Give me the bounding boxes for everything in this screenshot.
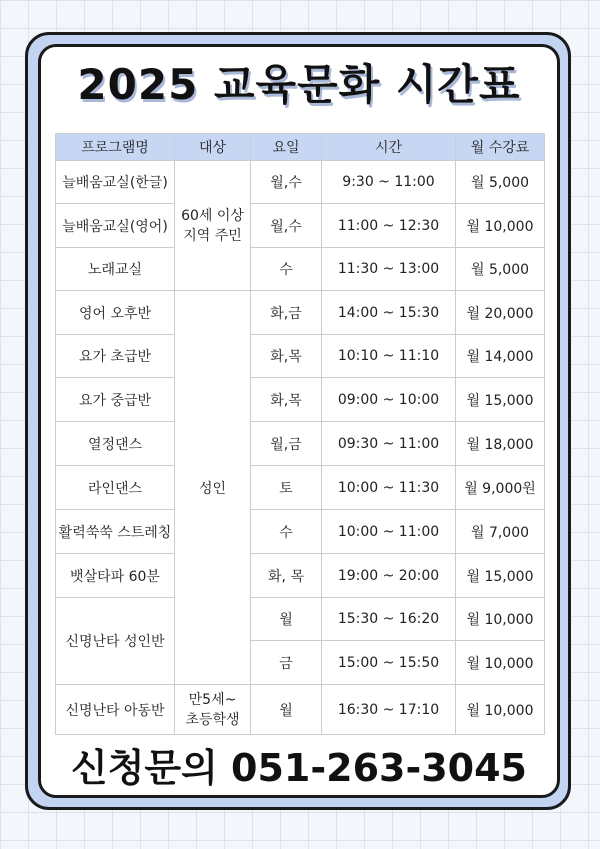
- table-row: [56, 685, 545, 735]
- time-cell: 10:00 ~ 11:30: [322, 466, 456, 510]
- fee-cell: 월 18,000: [456, 422, 545, 466]
- fee-cell: 월 10,000: [456, 641, 545, 685]
- table-row: [56, 204, 545, 248]
- table-row: [56, 378, 545, 422]
- program-name: 활력쑥쑥 스트레칭: [56, 510, 175, 554]
- day-cell: 수: [251, 248, 322, 291]
- table-row: [56, 466, 545, 510]
- fee-cell: 월 10,000: [456, 685, 545, 735]
- contact-footer: 신청문의 051-263-3045: [70, 746, 527, 790]
- schedule-table: [55, 133, 545, 735]
- table-row: [56, 335, 545, 378]
- program-name: 라인댄스: [56, 466, 175, 510]
- program-name: 신명난타 아동반: [56, 685, 175, 735]
- day-cell: 월,금: [251, 422, 322, 466]
- header-target: 대상: [175, 134, 251, 161]
- day-cell: 월,수: [251, 204, 322, 248]
- time-cell: 11:30 ~ 13:00: [322, 248, 456, 291]
- day-cell: 토: [251, 466, 322, 510]
- program-name: 요가 중급반: [56, 378, 175, 422]
- table-header-row: [56, 134, 545, 161]
- program-name: 영어 오후반: [56, 291, 175, 335]
- header-fee: 월 수강료: [456, 134, 545, 161]
- time-cell: 16:30 ~ 17:10: [322, 685, 456, 735]
- target-group: 60세 이상 지역 주민: [175, 161, 251, 291]
- header-program: 프로그램명: [56, 134, 175, 161]
- day-cell: 수: [251, 510, 322, 554]
- fee-cell: 월 10,000: [456, 598, 545, 641]
- fee-cell: 월 15,000: [456, 554, 545, 598]
- day-cell: 화,목: [251, 335, 322, 378]
- time-cell: 09:30 ~ 11:00: [322, 422, 456, 466]
- day-cell: 월: [251, 598, 322, 641]
- target-group: 만5세~ 초등학생: [175, 685, 251, 735]
- program-name: 늘배움교실(한글): [56, 161, 175, 204]
- table-row: [56, 510, 545, 554]
- header-time: 시간: [322, 134, 456, 161]
- table-row: [56, 161, 545, 204]
- table-row: [56, 291, 545, 335]
- time-cell: 19:00 ~ 20:00: [322, 554, 456, 598]
- day-cell: 화, 목: [251, 554, 322, 598]
- day-cell: 월: [251, 685, 322, 735]
- time-cell: 15:30 ~ 16:20: [322, 598, 456, 641]
- day-cell: 화,금: [251, 291, 322, 335]
- day-cell: 월,수: [251, 161, 322, 204]
- header-day: 요일: [251, 134, 322, 161]
- program-name: 열정댄스: [56, 422, 175, 466]
- day-cell: 금: [251, 641, 322, 685]
- fee-cell: 월 10,000: [456, 204, 545, 248]
- time-cell: 10:00 ~ 11:00: [322, 510, 456, 554]
- program-name: 요가 초급반: [56, 335, 175, 378]
- fee-cell: 월 15,000: [456, 378, 545, 422]
- time-cell: 9:30 ~ 11:00: [322, 161, 456, 204]
- program-name: 노래교실: [56, 248, 175, 291]
- target-group: 성인: [175, 291, 251, 685]
- time-cell: 11:00 ~ 12:30: [322, 204, 456, 248]
- program-name: 늘배움교실(영어): [56, 204, 175, 248]
- table-row: [56, 598, 545, 641]
- fee-cell: 월 14,000: [456, 335, 545, 378]
- fee-cell: 월 5,000: [456, 161, 545, 204]
- page-title: 2025 교육문화 시간표: [77, 60, 521, 109]
- fee-cell: 월 9,000원: [456, 466, 545, 510]
- fee-cell: 월 5,000: [456, 248, 545, 291]
- time-cell: 15:00 ~ 15:50: [322, 641, 456, 685]
- table-row: [56, 248, 545, 291]
- table-row: [56, 554, 545, 598]
- table-row: [56, 422, 545, 466]
- fee-cell: 월 20,000: [456, 291, 545, 335]
- program-name: 뱃살타파 60분: [56, 554, 175, 598]
- fee-cell: 월 7,000: [456, 510, 545, 554]
- time-cell: 14:00 ~ 15:30: [322, 291, 456, 335]
- program-name: 신명난타 성인반: [56, 598, 175, 685]
- day-cell: 화,목: [251, 378, 322, 422]
- time-cell: 09:00 ~ 10:00: [322, 378, 456, 422]
- time-cell: 10:10 ~ 11:10: [322, 335, 456, 378]
